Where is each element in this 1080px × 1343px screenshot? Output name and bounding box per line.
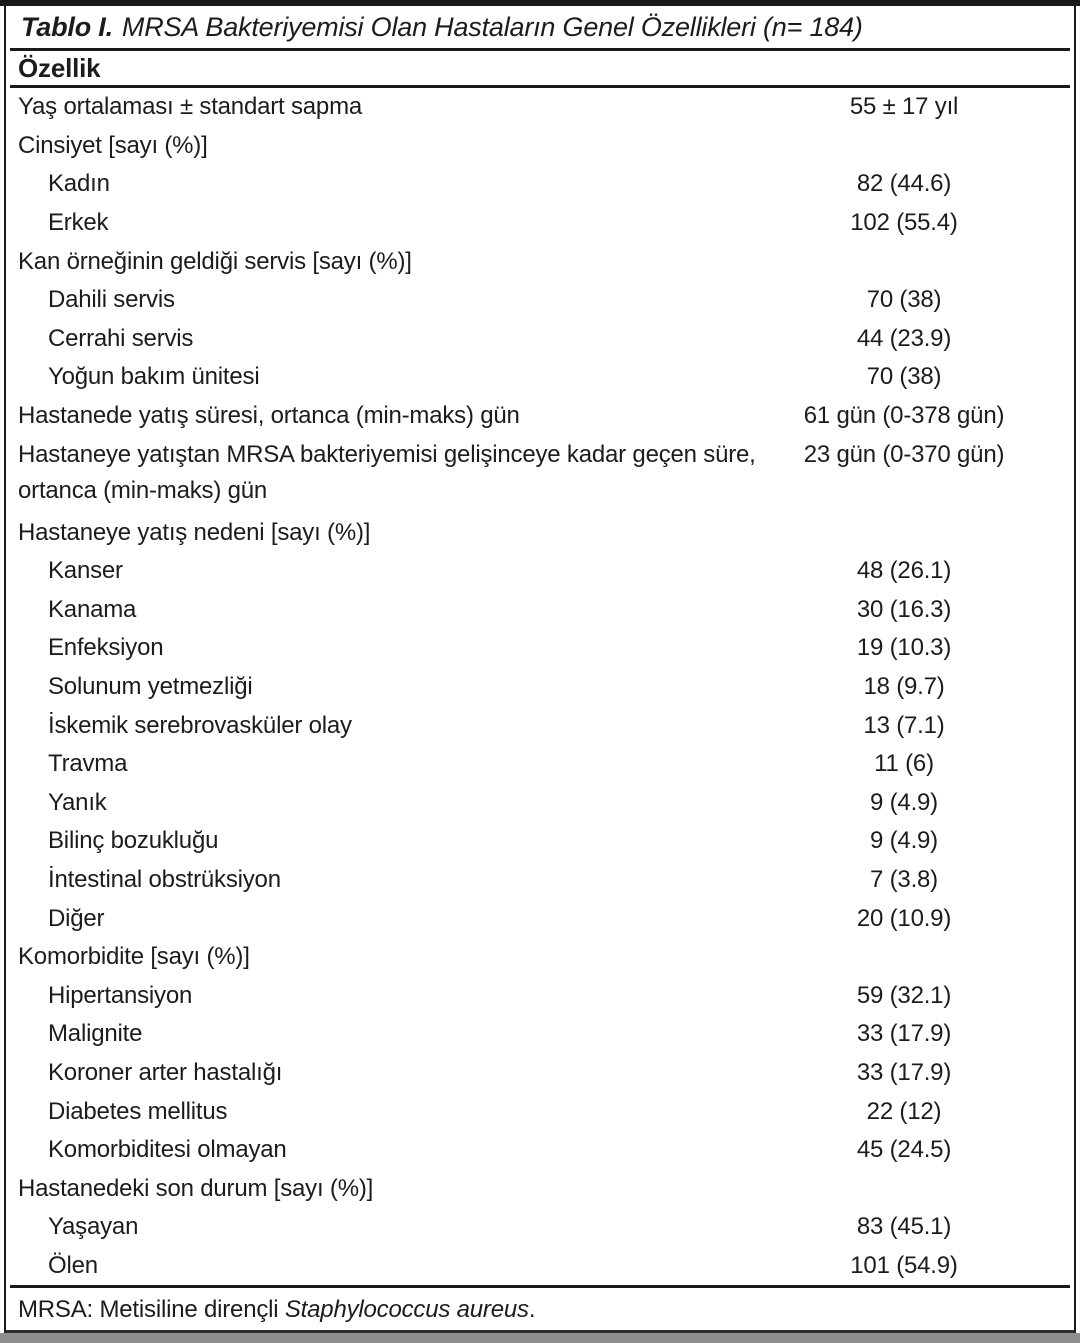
row-value: 20 (10.9)	[856, 904, 952, 932]
table-row	[6, 1092, 1074, 1131]
table-row	[6, 706, 1074, 745]
row-label: Kanser	[48, 557, 123, 585]
table-row	[6, 822, 1074, 861]
row-value: 22 (12)	[866, 1097, 942, 1125]
row-value: 9 (4.9)	[870, 827, 938, 855]
row-value: 82 (44.6)	[856, 170, 952, 198]
footnote-species-name: Staphylococcus aureus	[284, 1296, 529, 1324]
table-row	[6, 861, 1074, 900]
row-label: Hipertansiyon	[48, 981, 193, 1009]
table-row	[6, 1015, 1074, 1054]
row-label: Yaşayan	[48, 1213, 139, 1241]
row-label: Bilinç bozukluğu	[48, 827, 219, 855]
table-row	[6, 435, 1074, 513]
row-value: 55 ± 17 yıl	[849, 93, 959, 121]
row-value: 44 (23.9)	[856, 324, 952, 352]
row-label: Kan örneğinin geldiği servis [sayı (%)]	[18, 247, 412, 275]
table-row	[6, 242, 1074, 281]
table-row	[6, 591, 1074, 630]
row-value: 30 (16.3)	[856, 595, 952, 623]
table-row	[6, 1208, 1074, 1247]
row-value: 18 (9.7)	[863, 673, 945, 701]
row-value: 48 (26.1)	[856, 557, 952, 585]
table-row	[6, 552, 1074, 591]
table-row	[6, 1169, 1074, 1208]
row-label: Kanama	[48, 595, 137, 623]
row-label: Kadın	[48, 170, 110, 198]
row-label: Diğer	[48, 904, 105, 932]
row-value: 101 (54.9)	[850, 1251, 958, 1279]
table-row	[6, 1247, 1074, 1286]
table-frame	[4, 6, 1076, 1333]
table-row	[6, 127, 1074, 166]
table-row	[6, 938, 1074, 977]
table-row	[6, 358, 1074, 397]
row-value: 61 gün (0-378 gün)	[803, 402, 1005, 430]
row-value: 7 (3.8)	[870, 865, 938, 893]
row-value: 33 (17.9)	[856, 1058, 952, 1086]
table-row	[6, 668, 1074, 707]
row-label: Malignite	[48, 1020, 143, 1048]
column-header-row	[6, 51, 1074, 85]
row-label: Hastanedeki son durum [sayı (%)]	[18, 1174, 374, 1202]
table-row	[6, 745, 1074, 784]
row-label: Komorbidite [sayı (%)]	[18, 943, 250, 971]
row-label: Ölen	[48, 1251, 98, 1279]
row-label: Solunum yetmezliği	[48, 673, 253, 701]
footnote-text: MRSA: Metisiline dirençli Staphylococcus aureus.	[18, 1296, 536, 1324]
table-row	[6, 513, 1074, 552]
table-row	[6, 629, 1074, 668]
row-value: 83 (45.1)	[856, 1213, 952, 1241]
row-value: 9 (4.9)	[870, 788, 938, 816]
row-value: 23 gün (0-370 gün)	[803, 441, 1005, 469]
row-value: 70 (38)	[866, 363, 942, 391]
row-label: Yaş ortalaması ± standart sapma	[18, 93, 363, 121]
table-title-number: Tablo I.	[21, 11, 113, 42]
row-value: 45 (24.5)	[856, 1136, 952, 1164]
row-value: 33 (17.9)	[856, 1020, 952, 1048]
table-title-text: MRSA Bakteriyemisi Olan Hastaların Genel Özellikleri (n= 184)	[121, 11, 863, 42]
table-title	[6, 6, 1074, 48]
row-value: 102 (55.4)	[850, 209, 958, 237]
row-label: Travma	[48, 750, 128, 778]
row-value: 11 (6)	[874, 750, 934, 778]
row-label: Komorbiditesi olmayan	[48, 1136, 287, 1164]
row-label: Hastaneye yatış nedeni [sayı (%)]	[18, 518, 371, 546]
row-label: Erkek	[48, 209, 109, 237]
table-row	[6, 976, 1074, 1015]
table-row	[6, 320, 1074, 359]
table-row	[6, 397, 1074, 436]
row-label: Dahili servis	[48, 286, 175, 314]
table-row	[6, 1054, 1074, 1093]
row-value: 19 (10.3)	[856, 634, 952, 662]
row-label: Yoğun bakım ünitesi	[48, 363, 260, 391]
row-label: Cinsiyet [sayı (%)]	[18, 131, 208, 159]
table-row	[6, 1131, 1074, 1170]
row-value: 70 (38)	[866, 286, 942, 314]
row-label: Enfeksiyon	[48, 634, 164, 662]
table-row	[6, 281, 1074, 320]
table-body	[6, 88, 1074, 1285]
row-label: Hastaneye yatıştan MRSA bakteriyemisi gelişinceye kadar geçen süre, ortanca (min-maks) gün	[18, 441, 756, 505]
row-label: İntestinal obstrüksiyon	[48, 865, 281, 893]
row-label: Diabetes mellitus	[48, 1097, 228, 1125]
row-label: Hastanede yatış süresi, ortanca (min-maks) gün	[18, 402, 520, 430]
column-header-label: Özellik	[18, 52, 101, 83]
row-value: 13 (7.1)	[863, 711, 945, 739]
table-row	[6, 204, 1074, 243]
row-label: Yanık	[48, 788, 107, 816]
page-bottom-shadow	[0, 1333, 1080, 1343]
row-value: 59 (32.1)	[856, 981, 952, 1009]
row-label: Koroner arter hastalığı	[48, 1058, 283, 1086]
footnote	[6, 1288, 1074, 1330]
table-row	[6, 165, 1074, 204]
row-label: İskemik serebrovasküler olay	[48, 711, 352, 739]
table-row	[6, 784, 1074, 823]
table-row	[6, 88, 1074, 127]
row-label: Cerrahi servis	[48, 324, 194, 352]
table-row	[6, 899, 1074, 938]
